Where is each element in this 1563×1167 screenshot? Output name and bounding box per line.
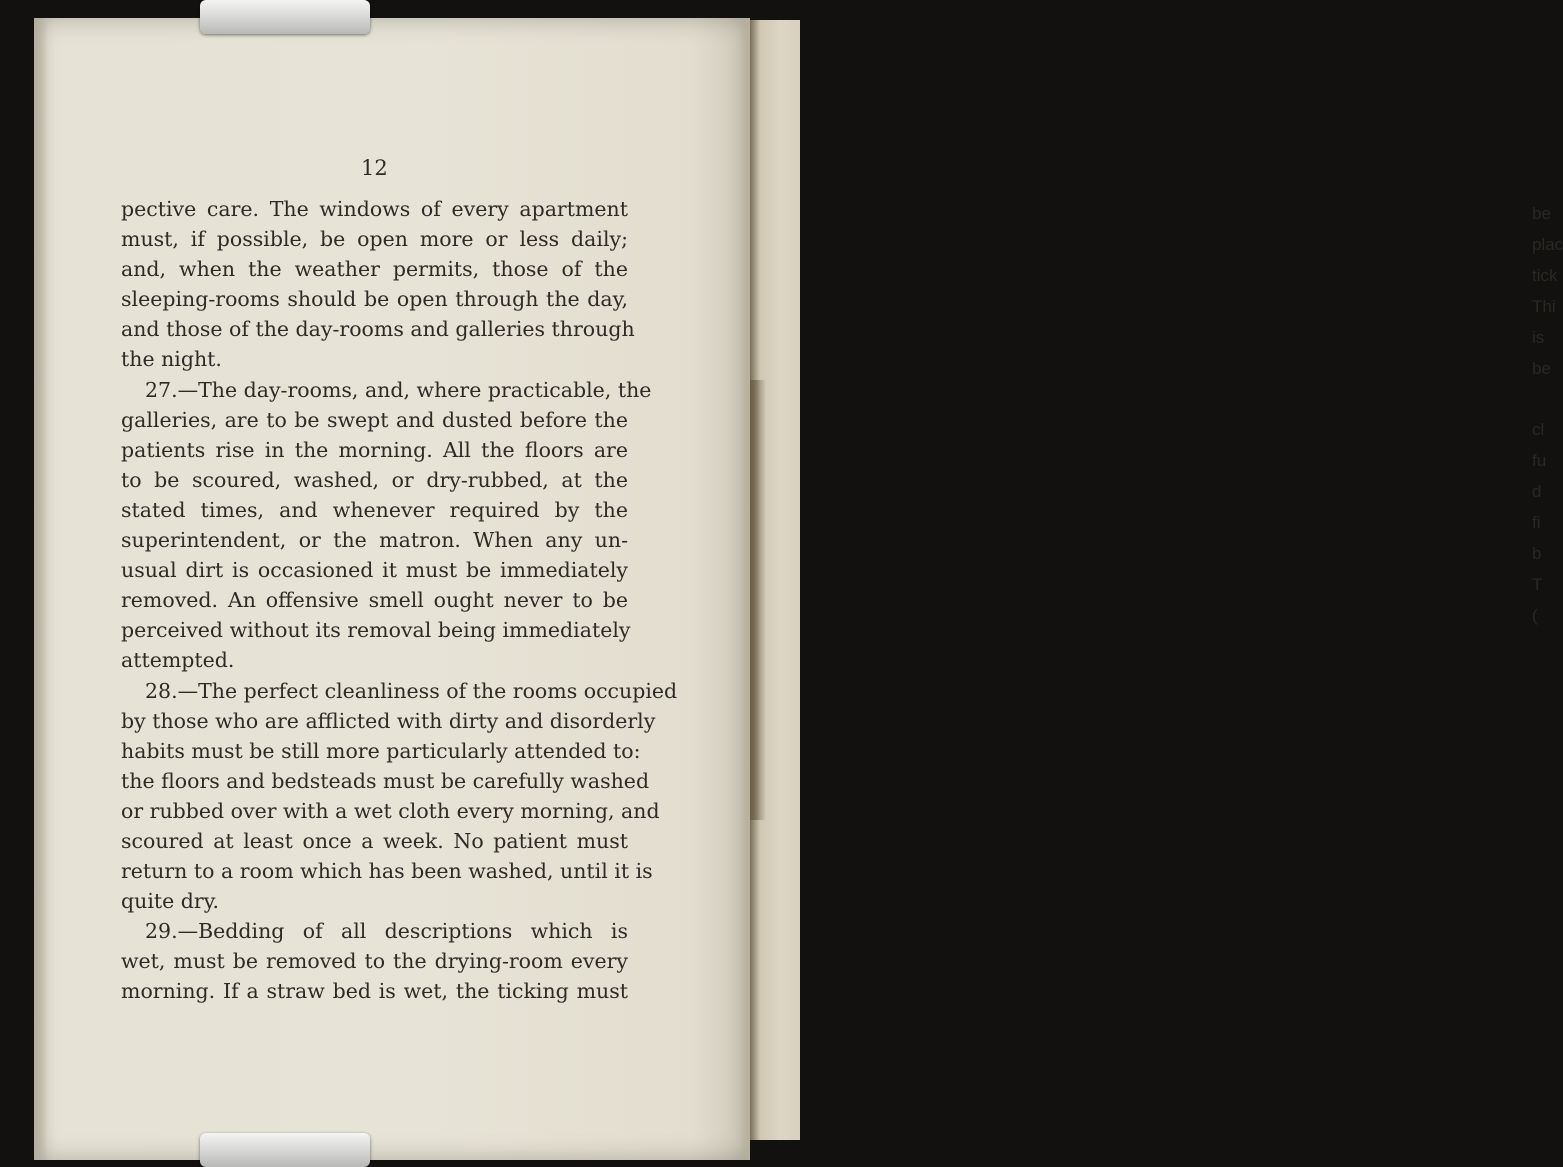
text-line: the floors and bedsteads must be carefully washed <box>121 768 650 793</box>
page-body-text <box>121 194 678 1007</box>
adjacent-text-fragment: fu <box>1532 451 1547 470</box>
adjacent-text-fragment: ( <box>1532 606 1538 625</box>
text-line: pective care. The windows of every apartment <box>121 197 628 221</box>
adjacent-text-fragment: plac <box>1532 235 1563 254</box>
adjacent-text-fragment: is <box>1532 328 1545 347</box>
text-line: removed. An offensive smell ought never to be <box>121 588 628 613</box>
text-line: wet, must be removed to the drying-room every <box>121 949 628 974</box>
text-line: and those of the day-rooms and galleries through <box>121 317 635 342</box>
text-line: by those who are afflicted with dirty and disorderly <box>121 708 656 733</box>
text-line: usual dirt is occasioned it must be immediately <box>121 558 628 583</box>
text-line: patients rise in the morning. All the floors are <box>121 437 628 462</box>
text-line: 29.—Bedding of all descriptions which is <box>145 919 628 944</box>
text-line: morning. If a straw bed is wet, the ticking must <box>121 979 628 1004</box>
adjacent-page <box>750 20 1563 1140</box>
text-line: scoured at least once a week. No patient must <box>121 828 628 853</box>
text-line: to be scoured, washed, or dry-rubbed, at the <box>121 467 628 492</box>
adjacent-text-fragment: tick <box>1532 266 1558 285</box>
text-line: sleeping-rooms should be open through the day, <box>121 287 628 312</box>
text-line: return to a room which has been washed, until it is <box>121 859 653 884</box>
text-line: quite dry. <box>121 889 220 914</box>
bottom-page-clip <box>200 1133 370 1167</box>
top-page-clip <box>200 0 370 34</box>
text-line: stated times, and whenever required by the <box>121 497 628 522</box>
adjacent-text-fragment: b <box>1532 544 1542 563</box>
text-line: must, if possible, be open more or less daily; <box>121 227 628 252</box>
adjacent-page-text-fragments <box>1532 198 1563 631</box>
page-edge-shadow <box>740 18 750 1160</box>
text-line: attempted. <box>121 648 235 673</box>
adjacent-text-fragment: be <box>1532 204 1551 223</box>
adjacent-text-fragment: T <box>1532 575 1543 594</box>
text-line: superintendent, or the matron. When any un- <box>121 528 628 553</box>
text-line: galleries, are to be swept and dusted before the <box>121 407 628 432</box>
adjacent-text-fragment: fi <box>1532 513 1541 532</box>
text-line: and, when the weather permits, those of the <box>121 257 628 282</box>
adjacent-text-fragment: Thi <box>1532 297 1556 316</box>
text-line: perceived without its removal being immediately <box>121 618 631 643</box>
text-line: habits must be still more particularly attended to: <box>121 738 641 763</box>
text-line: 27.—The day-rooms, and, where practicable, the <box>145 377 652 402</box>
text-line: or rubbed over with a wet cloth every morning, and <box>121 798 660 823</box>
adjacent-text-fragment: be <box>1532 359 1551 378</box>
text-line: the night. <box>121 347 222 372</box>
adjacent-text-fragment: cl <box>1532 420 1545 439</box>
text-line: 28.—The perfect cleanliness of the rooms occupied <box>145 678 678 703</box>
adjacent-text-fragment <box>1532 384 1550 414</box>
adjacent-page-spine-shadow <box>750 380 766 820</box>
page-number: 12 <box>361 156 388 180</box>
adjacent-text-fragment: d <box>1532 482 1542 501</box>
